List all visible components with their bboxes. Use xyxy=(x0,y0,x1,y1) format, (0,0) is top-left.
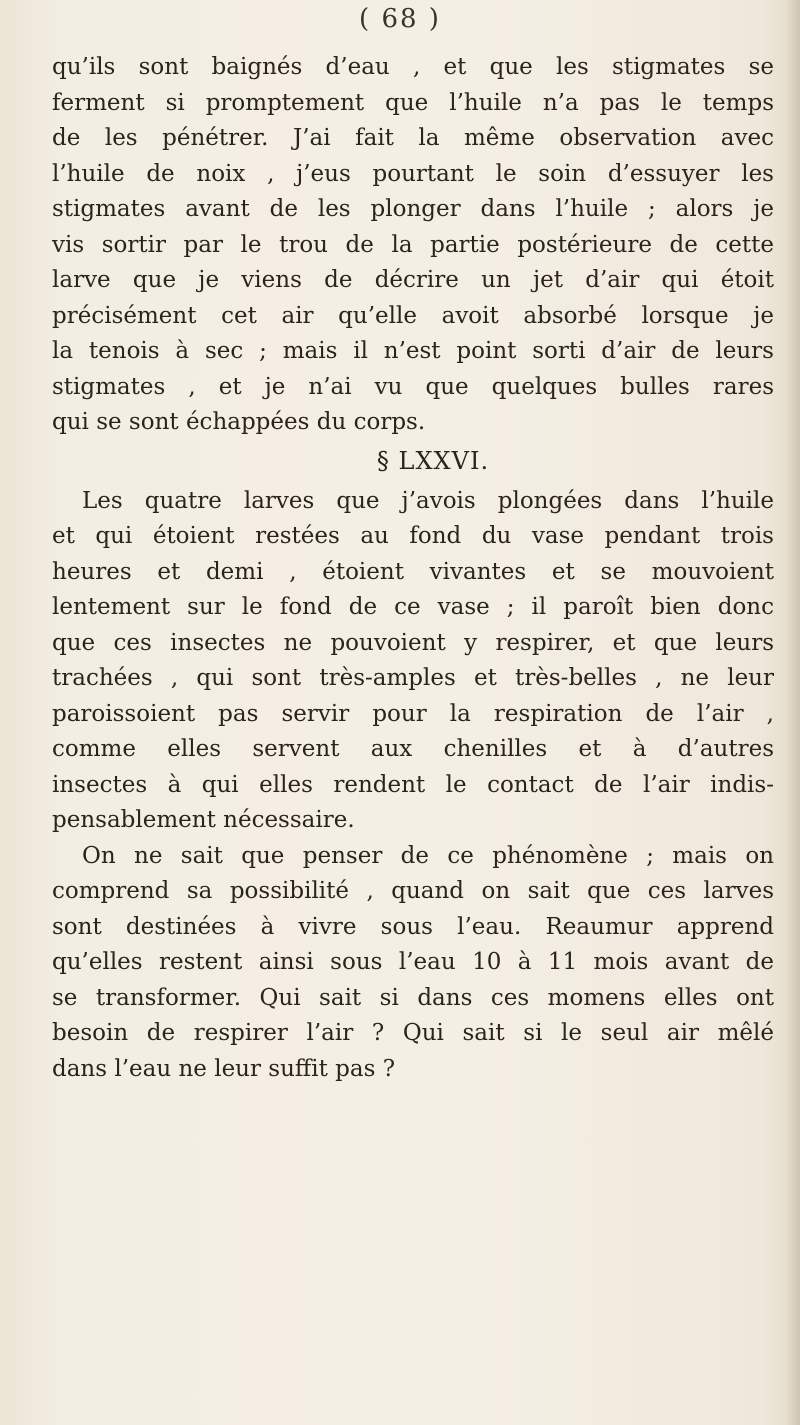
text-line: pensablement nécessaire. xyxy=(52,807,355,833)
text-line: larve que je viens de décrire un jet d’air qui étoit xyxy=(52,267,774,293)
text-line: qu’ils sont baignés d’eau , et que les stigmates se xyxy=(52,54,774,80)
text-line: insectes à qui elles rendent le contact de l’air indis- xyxy=(52,771,774,798)
text-line: comprend sa possibilité , quand on sait que ces larves xyxy=(52,878,774,904)
text-line: se transformer. Qui sait si dans ces momens elles ont xyxy=(52,984,774,1011)
text-line: ferment si promptement que l’huile n’a pas le temps xyxy=(52,89,774,116)
text-line: Les quatre larves que j’avois plongées dans l’huile xyxy=(82,487,774,514)
text-line: paroissoient pas servir pour la respiration de l’air , xyxy=(52,700,774,727)
text-line: comme elles servent aux chenilles et à d’autres xyxy=(52,736,774,762)
text-line: que ces insectes ne pouvoient y respirer, et que leurs xyxy=(52,629,774,656)
text-line: précisément cet air qu’elle avoit absorbé lorsque je xyxy=(52,302,774,329)
text-line: qui se sont échappées du corps. xyxy=(52,409,426,435)
text-line: stigmates , et je n’ai vu que quelques bulles rares xyxy=(52,373,774,400)
text-line: qu’elles restent ainsi sous l’eau 10 à 11 mois avant de xyxy=(52,949,774,975)
text-line: et qui étoient restées au fond du vase pendant trois xyxy=(52,523,774,549)
text-block xyxy=(52,50,774,1087)
paragraph-2 xyxy=(52,484,774,839)
section-heading: § LXXVI. xyxy=(376,446,490,475)
text-line: dans l’eau ne leur suffit pas ? xyxy=(52,1055,396,1082)
text-line: l’huile de noix , j’eus pourtant le soin d’essuyer les xyxy=(52,160,774,187)
paragraph-1 xyxy=(52,50,774,441)
text-line: trachées , qui sont très-amples et très-belles , ne leur xyxy=(52,665,774,691)
text-line: la tenois à sec ; mais il n’est point sorti d’air de leurs xyxy=(52,338,774,364)
text-line: stigmates avant de les plonger dans l’huile ; alors je xyxy=(52,196,774,222)
text-line: lentement sur le fond de ce vase ; il paroît bien donc xyxy=(52,594,774,620)
text-line: sont destinées à vivre sous l’eau. Reaumur apprend xyxy=(52,913,774,940)
paragraph-3 xyxy=(52,839,774,1088)
text-line: besoin de respirer l’air ? Qui sait si le seul air mêlé xyxy=(52,1020,774,1046)
text-line: vis sortir par le trou de la partie postérieure de cette xyxy=(52,231,774,258)
page-edge-shadow xyxy=(786,0,800,1425)
page-number: ( 68 ) xyxy=(359,4,441,34)
text-line: de les pénétrer. J’ai fait la même observation avec xyxy=(52,125,774,151)
text-line: heures et demi , étoient vivantes et se mouvoient xyxy=(52,558,774,585)
text-line: On ne sait que penser de ce phénomène ; mais on xyxy=(82,842,774,869)
